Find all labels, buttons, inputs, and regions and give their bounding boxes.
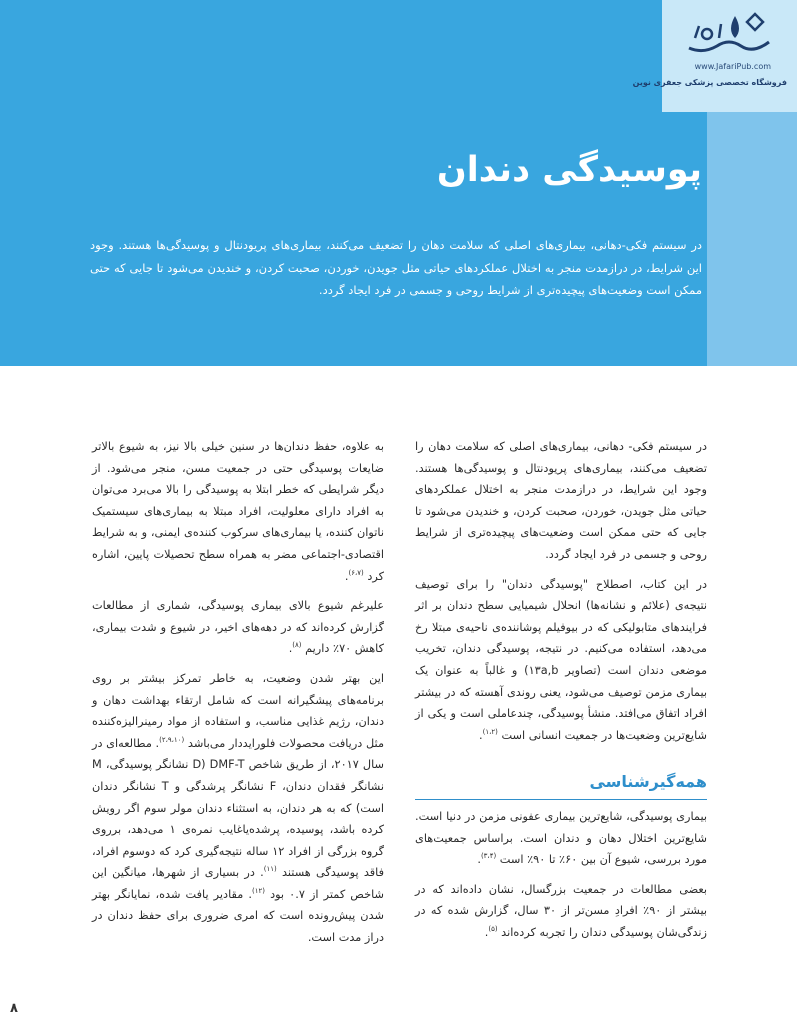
paragraph-text: . مقادیر یافت شده، نمایانگر بهتر شدن پیش‌رونده است که امری ضروری برای حفظ دندان در دراز مدت است. [92, 887, 384, 945]
paragraph-text: بیماری پوسیدگی، شایع‌ترین بیماری عفونی مزمن در دنیا است. شایع‌ترین اختلال دهان و دندان است. براساس جمعیت‌های مورد بررسی، شیوع آن بین ۶۰٪ تا ۹۰٪ است [415, 809, 707, 867]
paragraph: بعضی مطالعات در جمعیت بزرگسال، نشان داده‌اند که در بیشتر از ۹۰٪ افرادِ مسن‌تر از ۳۰ سال، گزارش شده که در زندگی‌شان پوسیدگی دندان را تجربه کرده‌اند $^{(۵)}$. [415, 882, 707, 939]
citation: (۲،۹،۱۰) [159, 735, 185, 744]
paragraph-text: . در بسیاری از شهرها، میانگین این شاخص کمتر از ۰.۷ بود [92, 866, 385, 901]
publisher-url: www.JafariPub.com [694, 62, 771, 71]
paragraph-text: علیرغم شیوع بالای بیماری پوسیدگی، شماری از مطالعات گزارش کرده‌اند که در دهه‌های اخیر، در شیوع و شدت بیماری، کاهش ۷۰٪ داریم [92, 599, 384, 656]
paragraph: علیرغم شیوع بالای بیماری پوسیدگی، شماری از مطالعات گزارش کرده‌اند که در دهه‌های اخیر، در شیوع و شدت بیماری، کاهش ۷۰٪ داریم $^{(۸)}$. [92, 599, 384, 656]
paragraph-text: به علاوه، حفظ دندان‌ها در سنین خیلی بالا نیز، به شیوع بالاتر ضایعات پوسیدگی حتی در جمعیت مسن، منجر می‌شود. از دیگر شرایطی که خطر ابتلا به پوسیدگی را بالا می‌برد می‌توان به افراد دارای معلولیت، افراد مبتلا به بیماری‌های سیستمیک ناتوان کننده، یا بیماری‌های سرکوب کننده‌ی ایمنی، و به شرایط اقتصادی-اجتماعی مضر به همراه سطح تحصیلات پایین، اشاره کرد [92, 440, 384, 583]
citation: (۵) [488, 925, 498, 934]
paragraph-text: بعضی مطالعات در جمعیت بزرگسال، نشان داده‌اند که در بیشتر از ۹۰٪ افرادِ مسن‌تر از ۳۰ سال، گزارش شده که در زندگی‌شان پوسیدگی دندان را تجربه کرده‌اند [415, 882, 707, 939]
citation: (۶،۷) [348, 568, 364, 577]
citation: (۸) [292, 641, 302, 650]
paragraph-text: در این کتاب، اصطلاح "پوسیدگی دندان" را برای توصیف نتیجه‌ی (علائم و نشانه‌ها) انحلال شیمیایی سطح دندان بر اثر فرایندهای متابولیکی که در بیوفیلم پوشاننده‌ی ناحیه‌ی مبتلا رخ می‌دهد، استفاده می‌کنیم. در نتیجه، پوسیدگی دندان، تخریب موضعی دندان است (تصاویر ۱۳a,b) و غالباً به عنوان یک بیماری مزمن توصیف می‌شود، یعنی روندی آهسته که در بیشتر افراد اتفاق می‌افتد. منشأ پوسیدگی، چندعاملی است و یکی از شایع‌ترین وضعیت‌ها در جمعیت انسانی است [415, 577, 707, 742]
paragraph-text: این بهتر شدن وضعیت، به خاطر تمرکز بیشتر بر روی برنامه‌های پیشگیرانه است که شامل ارتقاء بهداشت دهان و دندان، رژیم غذایی مناسب، و استفاده از مواد رمینرالیزه‌کننده مثل دریافت محصولات فلورایددار می‌باشد [92, 671, 385, 750]
chapter-intro: در سیستم فکی-دهانی، بیماری‌های اصلی که سلامت دهان را تضعیف می‌کنند، بیماری‌های پریودنتال و پوسیدگی‌ها هستند. وجود این شرایط، در درازمدت منجر به اختلال عملکردهای حیاتی مثل جویدن، خوردن، صحبت کردن، و خندیدن می‌شود تا جایی که حتی ممکن است وضعیت‌های پیچیده‌تری از شرایط روحی و جسمی در فرد ایجاد گردد. [90, 238, 702, 297]
paragraph: به علاوه، حفظ دندان‌ها در سنین خیلی بالا نیز، به شیوع بالاتر ضایعات پوسیدگی حتی در جمعیت مسن، منجر می‌شود. از دیگر شرایطی که خطر ابتلا به پوسیدگی را بالا می‌برد می‌توان به افراد دارای معلولیت، افراد مبتلا به بیماری‌های سیستمیک ناتوان کننده، یا بیماری‌های سرکوب کننده‌ی ایمنی، و به شرایط اقتصادی-اجتماعی مضر به همراه سطح تحصیلات پایین، اشاره کرد $^{(۶،۷)}$. [92, 440, 384, 583]
paragraph: بیماری پوسیدگی، شایع‌ترین بیماری عفونی مزمن در دنیا است. شایع‌ترین اختلال دهان و دندان است. براساس جمعیت‌های مورد بررسی، شیوع آن بین ۶۰٪ تا ۹۰٪ است $^{(۳،۴)}$. [415, 809, 707, 867]
section-heading-epidemiology: همه‌گیرشناسی [415, 771, 707, 800]
publisher-caption: فروشگاه تخصصی پزشکی جعفری نوین [632, 78, 787, 87]
paragraph: در این کتاب، اصطلاح "پوسیدگی دندان" را برای توصیف نتیجه‌ی (علائم و نشانه‌ها) انحلال شیمیایی سطح دندان بر اثر فرایندهای متابولیکی که در بیوفیلم پوشاننده‌ی ناحیه‌ی مبتلا رخ می‌دهد، استفاده می‌کنیم. در نتیجه، پوسیدگی دندان، تخریب موضعی دندان است (تصاویر ۱۳a,b) و غالباً به عنوان یک بیماری مزمن توصیف می‌شود، یعنی روندی آهسته که در بیشتر افراد اتفاق می‌افتد. منشأ پوسیدگی، چندعاملی است و یکی از شایع‌ترین وضعیت‌ها در جمعیت انسانی است $^{(۱،۲)}$. [415, 577, 707, 742]
right-text-column [415, 436, 707, 951]
paragraph [92, 668, 384, 949]
publisher-logo-icon [683, 8, 775, 64]
paragraph-text: . مطالعه‌ای در سال ۲۰۱۷، از طریق شاخص DMF-T (D نشانگر پوسیدگی، M نشانگر فقدان دندان، F نشانگر پرشدگی و T نشانگر دندان است) که به هر دندان، به استثناء دندان مولر سوم اگر رویش کرده باشد، پوسیده، پرشده‌یاغایب نمره‌ی ۱ می‌دهد، برروی گروه بزرگی از افراد ۱۲ ساله نتیجه‌گیری کرد که دوسوم افراد، فاقد پوسیدگی هستند [92, 736, 385, 880]
chapter-title: پوسیدگی دندان [436, 150, 702, 190]
citation: (۳،۴) [480, 852, 497, 861]
citation: (۱۱) [263, 865, 277, 874]
publisher-logo-box [632, 0, 797, 112]
left-text-column [92, 436, 384, 957]
page-number: ۸ [10, 1001, 18, 1016]
paragraph: در سیستم فکی- دهانی، بیماری‌های اصلی که سلامت دهان را تضعیف می‌کنند، بیماری‌های پریودنتال و پوسیدگی‌ها هستند. وجود این شرایط، در درازمدت منجر به اختلال عملکردهای حیاتی مثل جویدن، خوردن، صحبت کردن، و خندیدن می‌شود تا جایی که حتی ممکن است وضعیت‌های پیچیده‌تری از شرایط روحی و جسمی در فرد ایجاد گردد. [415, 440, 707, 561]
citation: (۱،۲) [482, 727, 498, 736]
citation: (۱۲) [251, 887, 265, 896]
